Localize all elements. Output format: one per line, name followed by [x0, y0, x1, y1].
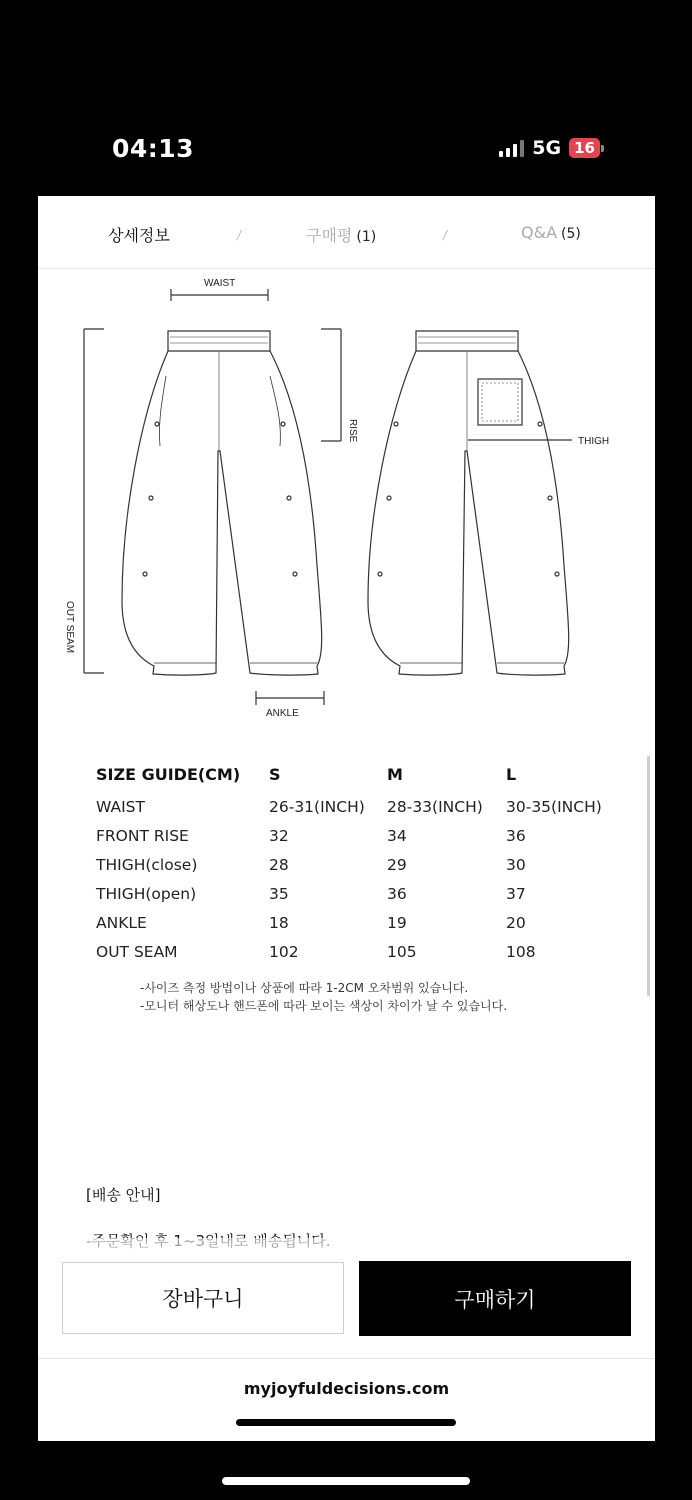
size-l: L [506, 764, 517, 784]
table-row [96, 821, 602, 850]
row-label: FRONT RISE [96, 826, 189, 845]
home-indicator-inner [236, 1419, 456, 1426]
size-guide-header [96, 756, 602, 792]
cell-value: 18 [269, 913, 289, 932]
cell-value: 26-31(INCH) [269, 797, 365, 816]
tab-detail-label: 상세정보 [108, 226, 170, 245]
tab-qna[interactable] [521, 223, 581, 242]
row-label: THIGH(close) [96, 855, 198, 874]
cell-value: 30 [506, 855, 526, 874]
row-label: ANKLE [96, 913, 147, 932]
signal-icon [499, 139, 524, 157]
note-line: -모니터 해상도나 핸드폰에 따라 보이는 색상이 차이가 날 수 있습니다. [140, 999, 508, 1013]
label-rise: RISE [347, 419, 358, 443]
tab-detail[interactable] [108, 223, 170, 246]
label-ankle: ANKLE [266, 708, 299, 719]
table-row [96, 908, 602, 937]
cell-value: 105 [387, 942, 417, 961]
add-to-cart-button[interactable]: 장바구니 [62, 1262, 344, 1334]
size-guide-title: SIZE GUIDE(CM) [96, 764, 241, 784]
size-guide-table [96, 756, 602, 966]
note-line: -사이즈 측정 방법이나 상품에 따라 1-2CM 오차범위 있습니다. [140, 981, 469, 995]
tab-separator: / [443, 228, 448, 242]
cell-value: 32 [269, 826, 289, 845]
status-time: 04:13 [112, 134, 195, 163]
table-row [96, 879, 602, 908]
cell-value: 30-35(INCH) [506, 797, 602, 816]
table-row [96, 792, 602, 821]
size-m: M [387, 764, 403, 784]
cell-value: 34 [387, 826, 407, 845]
table-row [96, 850, 602, 879]
cell-value: 102 [269, 942, 299, 961]
size-notes [140, 979, 507, 1015]
home-indicator[interactable] [222, 1477, 470, 1485]
battery-level: 16 [569, 138, 600, 158]
cell-value: 28 [269, 855, 289, 874]
tab-qna-label: Q&A [521, 223, 558, 242]
tab-review-count: (1) [356, 229, 377, 245]
content-fade [38, 1238, 655, 1258]
label-thigh: THIGH [578, 436, 610, 447]
network-label: 5G [532, 137, 562, 159]
label-out-seam: OUT SEAM [64, 601, 75, 654]
cell-value: 35 [269, 884, 289, 903]
cell-value: 20 [506, 913, 526, 932]
cell-value: 19 [387, 913, 407, 932]
site-domain: myjoyfuldecisions.com [243, 1379, 450, 1398]
cell-value: 36 [387, 884, 407, 903]
tab-qna-count: (5) [561, 226, 581, 242]
tab-review-label: 구매평 [306, 226, 353, 245]
table-row [96, 937, 602, 966]
cell-value: 36 [506, 826, 526, 845]
cell-value: 37 [506, 884, 526, 903]
product-detail-page [38, 196, 655, 1441]
cell-value: 28-33(INCH) [387, 797, 483, 816]
tab-separator: / [237, 228, 242, 242]
pants-diagram [38, 271, 655, 726]
shipping-title: [배송 안내] [86, 1186, 161, 1204]
scrollbar[interactable] [647, 756, 650, 996]
battery-icon [569, 138, 604, 158]
row-label: WAIST [96, 797, 145, 816]
footer-divider [38, 1358, 655, 1359]
tab-review[interactable] [306, 223, 376, 246]
cell-value: 29 [387, 855, 407, 874]
product-tabs [38, 196, 655, 269]
cell-value: 108 [506, 942, 536, 961]
status-indicators [499, 137, 604, 159]
row-label: OUT SEAM [96, 942, 178, 961]
row-label: THIGH(open) [96, 884, 197, 903]
size-s: S [269, 764, 281, 784]
buy-now-button[interactable]: 구매하기 [359, 1261, 631, 1336]
label-waist: WAIST [204, 278, 236, 289]
